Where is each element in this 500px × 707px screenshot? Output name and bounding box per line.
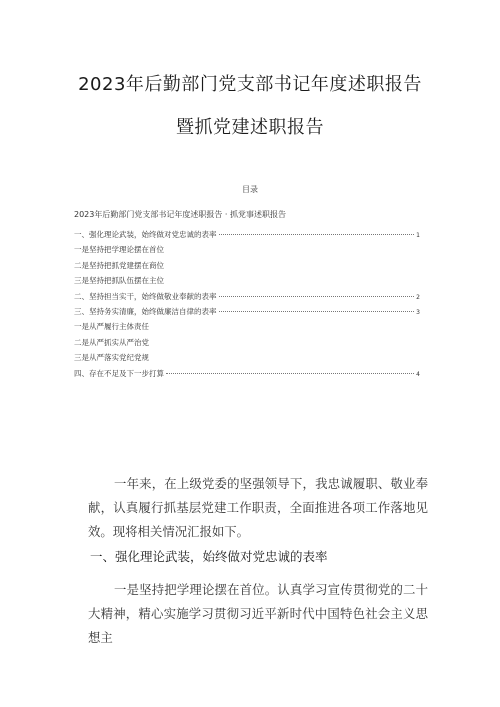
toc-item[interactable] [74,260,420,275]
toc-item-label: 三、坚持务实清廉，始终做廉洁自律的表率 [74,306,217,316]
toc-item[interactable] [74,229,420,244]
toc-item[interactable] [74,291,420,306]
toc-page-number: 2 [416,293,420,301]
toc-item-label: 二是从严抓实从严治党 [74,337,149,347]
toc-subtitle: 2023年后勤部门党支部书记年度述职报告 · 抓党事述职报告 [74,210,286,219]
toc-page-number: 1 [416,232,420,239]
section-paragraph: 一是坚持把学理论摆在首位。认真学习宣传贯彻党的二十大精神，精心实施学习贯彻习近平新时代中国特色社会主义思想主 [88,582,428,645]
document-subtitle: 暨抓党建述职报告 [176,117,324,138]
toc-leader-dots [219,234,415,235]
section-heading: 一、强化理论武装，始终做对党忠诚的表率 [90,549,328,564]
table-of-contents [74,229,420,383]
toc-leader-dots [219,311,415,312]
toc-item-label: 三是从严落实党纪党规 [74,353,149,363]
toc-item-label: 三是坚持把抓队伍摆在主位 [74,276,164,286]
document-title: 2023年后勤部门党支部书记年度述职报告 [78,74,422,95]
toc-item-label: 四、存在不足及下一步打算 [74,368,164,378]
toc-item[interactable] [74,321,420,336]
toc-item[interactable] [74,306,420,321]
toc-item[interactable] [74,275,420,290]
toc-page-number: 4 [416,370,420,378]
toc-page-number: 3 [416,308,420,316]
toc-item-label: 一是从严履行主体责任 [74,322,149,332]
toc-item[interactable] [74,352,420,367]
toc-item[interactable] [74,244,420,259]
toc-item-label: 二、坚持担当实干，始终做敬业奉献的表率 [74,291,217,301]
toc-leader-dots [219,296,415,297]
toc-item[interactable] [74,337,420,352]
toc-item-label: 一是坚持把学理论摆在首位 [74,245,164,255]
toc-item-label: 二是坚持把抓党建摆在商位 [74,260,164,270]
intro-paragraph: 一年来，在上级党委的坚强领导下，我忠诚履职、敬业奉献，认真履行抓基层党建工作职责，全面推进各项工作落地见效。现将相关情况汇报如下。 [88,476,428,539]
toc-item-label: 一、强化理论武装，始终做对党忠诚的表率 [74,230,217,239]
toc-leader-dots [166,373,414,374]
toc-item[interactable] [74,368,420,383]
toc-heading: 目录 [242,185,258,194]
